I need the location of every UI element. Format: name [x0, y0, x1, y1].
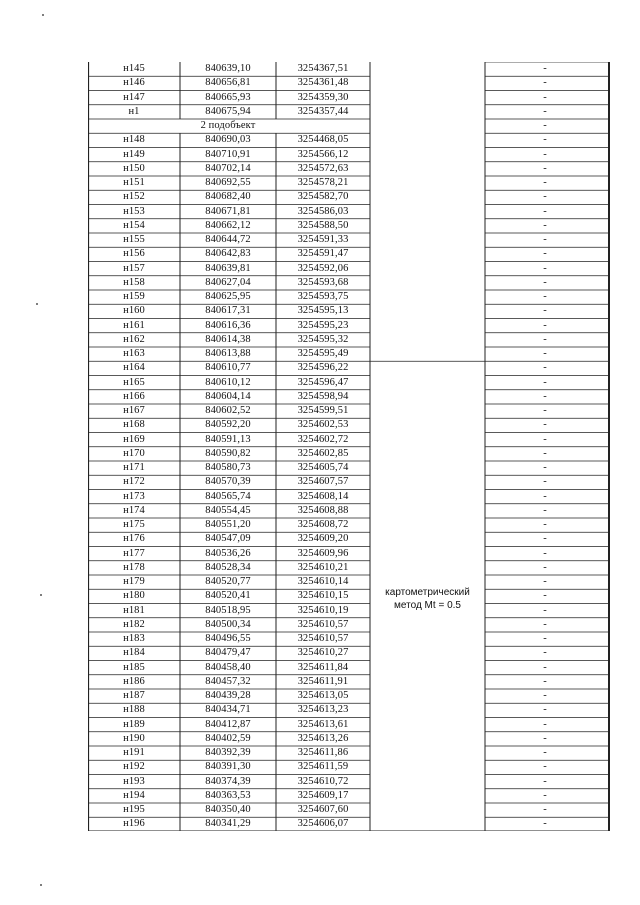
point-number: н166	[123, 390, 145, 402]
coord-x: 840458,40	[205, 661, 251, 673]
coord-x: 840520,41	[205, 590, 251, 602]
coord-x: 840547,09	[205, 533, 251, 545]
coord-x: 840565,74	[205, 490, 251, 502]
coord-y: 3254613,61	[297, 718, 349, 730]
coord-x: 840642,83	[205, 248, 251, 260]
point-number: н183	[123, 633, 145, 644]
coord-x: 840520,77	[205, 576, 251, 587]
dash-cell: -	[543, 405, 547, 416]
coord-y: 3254596,47	[297, 376, 349, 388]
dash-cell: -	[543, 63, 547, 74]
subobject-header: 2 подобъект	[200, 120, 256, 131]
dash-cell: -	[543, 447, 547, 459]
dash-cell: -	[543, 775, 547, 787]
coord-x: 840602,52	[205, 405, 251, 416]
dash-cell: -	[543, 205, 547, 217]
coord-x: 840536,26	[205, 547, 251, 559]
point-number: н188	[123, 704, 145, 716]
coord-x: 840662,12	[205, 219, 251, 231]
point-number: н186	[123, 675, 145, 687]
point-number: н181	[123, 604, 145, 616]
coord-y: 3254592,06	[297, 262, 349, 274]
dash-cell: -	[543, 162, 547, 174]
coord-y: 3254593,68	[297, 276, 349, 288]
coord-y: 3254357,44	[297, 105, 349, 117]
dash-cell: -	[543, 234, 547, 245]
coord-y: 3254595,49	[297, 348, 349, 359]
dash-cell: -	[543, 333, 547, 345]
point-number: н194	[123, 789, 145, 801]
point-number: н171	[123, 462, 145, 473]
method-line-1: картометрический	[385, 587, 470, 598]
point-number: н154	[123, 219, 145, 231]
coord-x: 840604,14	[205, 390, 251, 402]
scan-speck-bottom	[40, 884, 42, 886]
point-number: н148	[123, 134, 145, 146]
coord-x: 840500,34	[205, 618, 251, 630]
coord-y: 3254610,21	[297, 561, 349, 573]
point-number: н158	[123, 276, 145, 288]
point-number: н1	[128, 105, 140, 117]
point-number: н170	[123, 447, 145, 459]
coord-x: 840391,30	[205, 761, 251, 773]
point-number: н153	[123, 205, 145, 217]
coord-y: 3254613,26	[297, 732, 349, 744]
coord-y: 3254598,94	[297, 390, 349, 402]
coord-y: 3254586,03	[297, 205, 349, 217]
coord-x: 840554,45	[205, 504, 251, 516]
coord-y: 3254599,51	[297, 405, 349, 416]
dash-cell: -	[543, 747, 547, 758]
coord-y: 3254593,75	[297, 291, 349, 302]
coord-x: 840639,10	[205, 63, 251, 74]
coord-y: 3254610,57	[297, 633, 349, 644]
coord-y: 3254596,22	[297, 362, 349, 374]
point-number: н167	[123, 405, 145, 416]
point-number: н160	[123, 305, 145, 317]
coord-x: 840590,82	[205, 447, 251, 459]
coord-x: 840702,14	[205, 162, 251, 174]
coord-y: 3254607,60	[297, 804, 349, 815]
coord-x: 840617,31	[205, 305, 251, 317]
dash-cell: -	[543, 291, 547, 302]
dash-cell: -	[543, 177, 547, 188]
coord-x: 840591,13	[205, 433, 251, 445]
point-number: н178	[123, 561, 145, 573]
coord-y: 3254591,47	[297, 248, 349, 260]
dash-cell: -	[543, 718, 547, 730]
coord-x: 840665,93	[205, 91, 251, 103]
dash-cell: -	[543, 704, 547, 716]
point-number: н151	[123, 177, 145, 188]
coord-y: 3254359,30	[297, 91, 349, 103]
point-number: н190	[123, 732, 145, 744]
dash-cell: -	[543, 120, 547, 131]
coord-y: 3254468,05	[297, 134, 349, 146]
coord-y: 3254591,33	[297, 234, 349, 245]
dash-cell: -	[543, 433, 547, 445]
dash-cell: -	[543, 633, 547, 644]
point-number: н173	[123, 490, 145, 502]
coord-x: 840690,03	[205, 134, 251, 146]
dash-cell: -	[543, 561, 547, 573]
point-number: н191	[123, 747, 145, 758]
point-number: н169	[123, 433, 145, 445]
coord-x: 840479,47	[205, 647, 251, 659]
method-cell	[370, 586, 485, 612]
dash-cell: -	[543, 305, 547, 317]
coord-x: 840439,28	[205, 690, 251, 701]
scan-speck-mid-upper	[36, 303, 38, 305]
dash-cell: -	[543, 690, 547, 701]
coord-x: 840616,36	[205, 319, 251, 331]
point-number: н176	[123, 533, 145, 545]
point-number: н162	[123, 333, 145, 345]
coord-x: 840671,81	[205, 205, 251, 217]
coord-x: 840625,95	[205, 291, 251, 302]
point-number: н187	[123, 690, 145, 701]
coord-x: 840518,95	[205, 604, 251, 616]
dash-cell: -	[543, 604, 547, 616]
dash-cell: -	[543, 519, 547, 530]
dash-cell: -	[543, 789, 547, 801]
scan-speck-top	[42, 14, 44, 16]
dash-cell: -	[543, 675, 547, 687]
coord-x: 840682,40	[205, 191, 251, 203]
coord-x: 840434,71	[205, 704, 251, 716]
point-number: н155	[123, 234, 145, 245]
point-number: н159	[123, 291, 145, 302]
coord-y: 3254611,91	[297, 675, 349, 687]
coord-y: 3254602,53	[297, 419, 349, 431]
dash-cell: -	[543, 661, 547, 673]
dash-cell: -	[543, 647, 547, 659]
dash-cell: -	[543, 276, 547, 288]
coord-x: 840656,81	[205, 77, 251, 89]
coord-x: 840627,04	[205, 276, 251, 288]
coord-y: 3254595,13	[297, 305, 349, 317]
dash-cell: -	[543, 576, 547, 587]
coord-y: 3254582,70	[297, 191, 349, 203]
dash-cell: -	[543, 319, 547, 331]
dash-cell: -	[543, 462, 547, 473]
coord-y: 3254608,72	[297, 519, 349, 530]
coord-y: 3254609,17	[297, 789, 349, 801]
coord-y: 3254609,96	[297, 547, 349, 559]
dash-cell: -	[543, 348, 547, 359]
coord-x: 840496,55	[205, 633, 251, 644]
dash-cell: -	[543, 419, 547, 431]
dash-cell: -	[543, 77, 547, 89]
point-number: н168	[123, 419, 145, 431]
scan-speck-mid-lower	[40, 594, 42, 596]
dash-cell: -	[543, 818, 547, 830]
dash-cell: -	[543, 219, 547, 231]
coord-x: 840675,94	[205, 105, 251, 117]
dash-cell: -	[543, 804, 547, 815]
coord-y: 3254606,07	[297, 818, 349, 830]
point-number: н157	[123, 262, 145, 274]
point-number: н192	[123, 761, 145, 773]
point-number: н182	[123, 618, 145, 630]
coord-x: 840692,55	[205, 177, 251, 188]
dash-cell: -	[543, 91, 547, 103]
dash-cell: -	[543, 490, 547, 502]
dash-cell: -	[543, 105, 547, 117]
coord-x: 840374,39	[205, 775, 251, 787]
coord-y: 3254610,15	[297, 590, 349, 602]
dash-cell: -	[543, 191, 547, 203]
point-number: н156	[123, 248, 145, 260]
dash-cell: -	[543, 476, 547, 488]
point-number: н161	[123, 319, 145, 331]
coord-y: 3254595,23	[297, 319, 349, 331]
point-number: н184	[123, 647, 145, 659]
point-number: н152	[123, 191, 145, 203]
coord-x: 840644,72	[205, 234, 251, 245]
coord-x: 840402,59	[205, 732, 251, 744]
dash-cell: -	[543, 362, 547, 374]
point-number: н145	[123, 63, 145, 74]
coord-y: 3254611,59	[297, 761, 349, 773]
coord-x: 840551,20	[205, 519, 251, 530]
dash-cell: -	[543, 262, 547, 274]
coord-y: 3254361,48	[297, 77, 349, 89]
coord-y: 3254610,57	[297, 618, 349, 630]
dash-cell: -	[543, 547, 547, 559]
point-number: н193	[123, 775, 145, 787]
point-number: н163	[123, 348, 145, 359]
point-number: н172	[123, 476, 145, 488]
dash-cell: -	[543, 533, 547, 545]
coord-y: 3254602,72	[297, 433, 349, 445]
coordinates-table	[88, 62, 610, 831]
coord-y: 3254610,19	[297, 604, 349, 616]
coord-y: 3254611,86	[297, 747, 349, 758]
dash-cell: -	[543, 618, 547, 630]
coord-x: 840592,20	[205, 419, 251, 431]
coord-y: 3254613,23	[297, 704, 349, 716]
coord-y: 3254613,05	[297, 690, 349, 701]
dash-cell: -	[543, 134, 547, 146]
coord-y: 3254578,21	[297, 177, 349, 188]
coord-x: 840580,73	[205, 462, 251, 473]
coord-y: 3254610,72	[297, 775, 349, 787]
coord-x: 840639,81	[205, 262, 251, 274]
coord-y: 3254607,57	[297, 476, 349, 488]
coord-y: 3254602,85	[297, 447, 349, 459]
dash-cell: -	[543, 390, 547, 402]
method-line-2: метод Mt = 0.5	[394, 600, 461, 611]
coord-x: 840528,34	[205, 561, 251, 573]
point-number: н179	[123, 576, 145, 587]
point-number: н180	[123, 590, 145, 602]
dash-cell: -	[543, 732, 547, 744]
coord-x: 840350,40	[205, 804, 251, 815]
point-number: н189	[123, 718, 145, 730]
point-number: н196	[123, 818, 145, 830]
coord-x: 840710,91	[205, 148, 251, 160]
coord-y: 3254608,88	[297, 504, 349, 516]
coord-x: 840613,88	[205, 348, 251, 359]
coord-x: 840457,32	[205, 675, 251, 687]
point-number: н147	[123, 91, 145, 103]
coord-y: 3254572,63	[297, 162, 349, 174]
point-number: н175	[123, 519, 145, 530]
dash-cell: -	[543, 148, 547, 160]
coord-y: 3254608,14	[297, 490, 349, 502]
coord-x: 840341,29	[205, 818, 251, 830]
coord-y: 3254611,84	[297, 661, 349, 673]
point-number: н165	[123, 376, 145, 388]
coord-x: 840363,53	[205, 789, 251, 801]
dash-cell: -	[543, 504, 547, 516]
coord-x: 840614,38	[205, 333, 251, 345]
dash-cell: -	[543, 590, 547, 602]
coord-x: 840610,12	[205, 376, 251, 388]
coord-y: 3254605,74	[297, 462, 349, 473]
point-number: н195	[123, 804, 145, 815]
dash-cell: -	[543, 376, 547, 388]
point-number: н149	[123, 148, 145, 160]
point-number: н164	[123, 362, 145, 374]
coord-x: 840570,39	[205, 476, 251, 488]
coord-y: 3254588,50	[297, 219, 349, 231]
coord-y: 3254566,12	[297, 148, 349, 160]
coord-x: 840610,77	[205, 362, 251, 374]
coord-x: 840392,39	[205, 747, 251, 758]
coord-y: 3254367,51	[297, 63, 349, 74]
coord-y: 3254610,27	[297, 647, 349, 659]
dash-cell: -	[543, 248, 547, 260]
coord-y: 3254609,20	[297, 533, 349, 545]
point-number: н177	[123, 547, 145, 559]
point-number: н150	[123, 162, 145, 174]
point-number: н174	[123, 504, 145, 516]
dash-cell: -	[543, 761, 547, 773]
coord-x: 840412,87	[205, 718, 251, 730]
coord-y: 3254610,14	[297, 576, 349, 587]
point-number: н185	[123, 661, 145, 673]
coord-y: 3254595,32	[297, 333, 349, 345]
point-number: н146	[123, 77, 145, 89]
